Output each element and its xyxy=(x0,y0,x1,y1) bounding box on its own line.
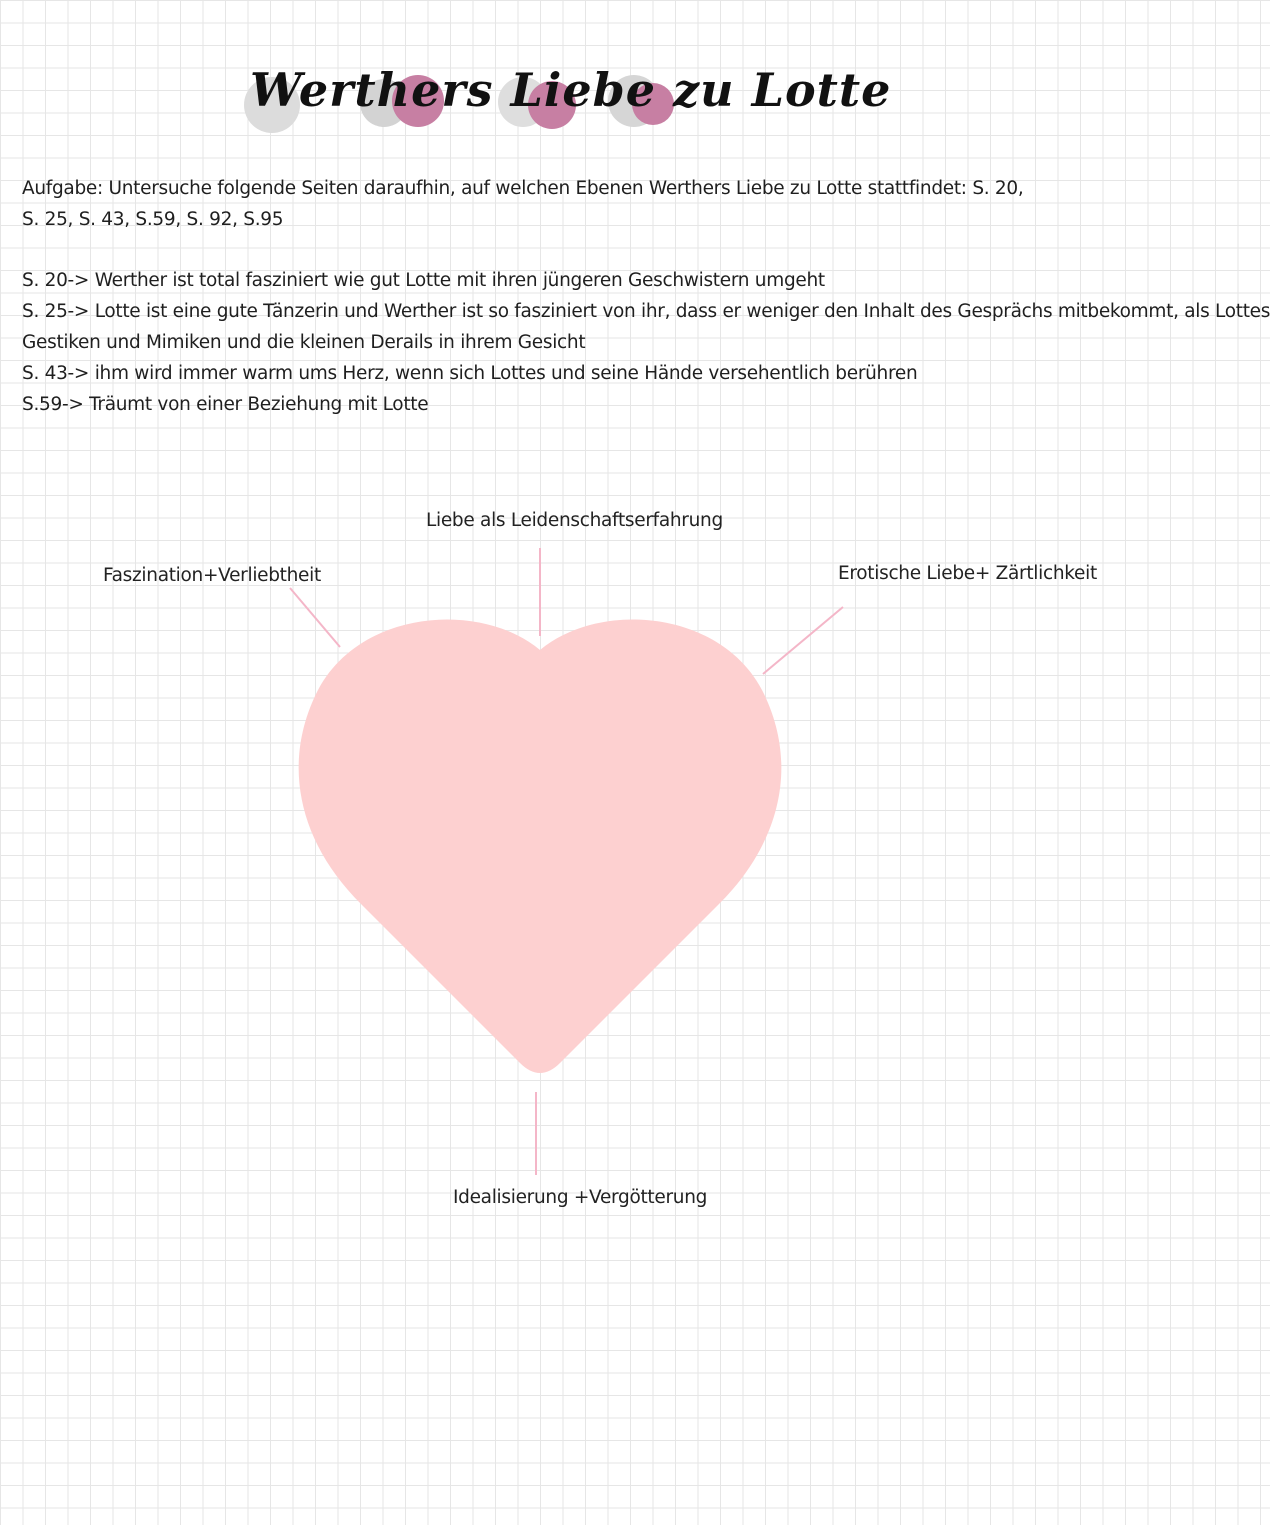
note-line: S. 20-> Werther ist total fasziniert wie gut Lotte mit ihren jüngeren Geschwistern umgeht xyxy=(22,270,825,291)
label-bottom: Idealisierung +Vergötterung xyxy=(453,1187,708,1208)
note-line: S. 43-> ihm wird immer warm ums Herz, wenn sich Lottes und seine Hände versehentlich berühren xyxy=(22,363,918,384)
note-line: S.59-> Träumt von einer Beziehung mit Lotte xyxy=(22,394,429,415)
task-text: Aufgabe: Untersuche folgende Seiten daraufhin, auf welchen Ebenen Werthers Liebe zu Lotte stattfindet: S. 20, S. 25, S. 43, S.59, S. 92, S.95 xyxy=(22,178,1024,230)
connector-left xyxy=(290,588,340,647)
label-right: Erotische Liebe+ Zärtlichkeit xyxy=(838,563,1097,584)
note-line: Gestiken und Mimiken und die kleinen Derails in ihrem Gesicht xyxy=(22,332,586,353)
heart-shape xyxy=(299,619,782,1073)
label-top: Liebe als Leidenschaftserfahrung xyxy=(426,510,723,531)
label-left: Faszination+Verliebtheit xyxy=(103,565,321,586)
connector-right xyxy=(763,607,843,674)
page-title: Werthers Liebe zu Lotte xyxy=(250,63,892,117)
note-line: S. 25-> Lotte ist eine gute Tänzerin und Werther ist so fasziniert von ihr, dass er weniger den Inhalt des Gesprächs mitbekommt, als Lottes xyxy=(22,301,1270,322)
